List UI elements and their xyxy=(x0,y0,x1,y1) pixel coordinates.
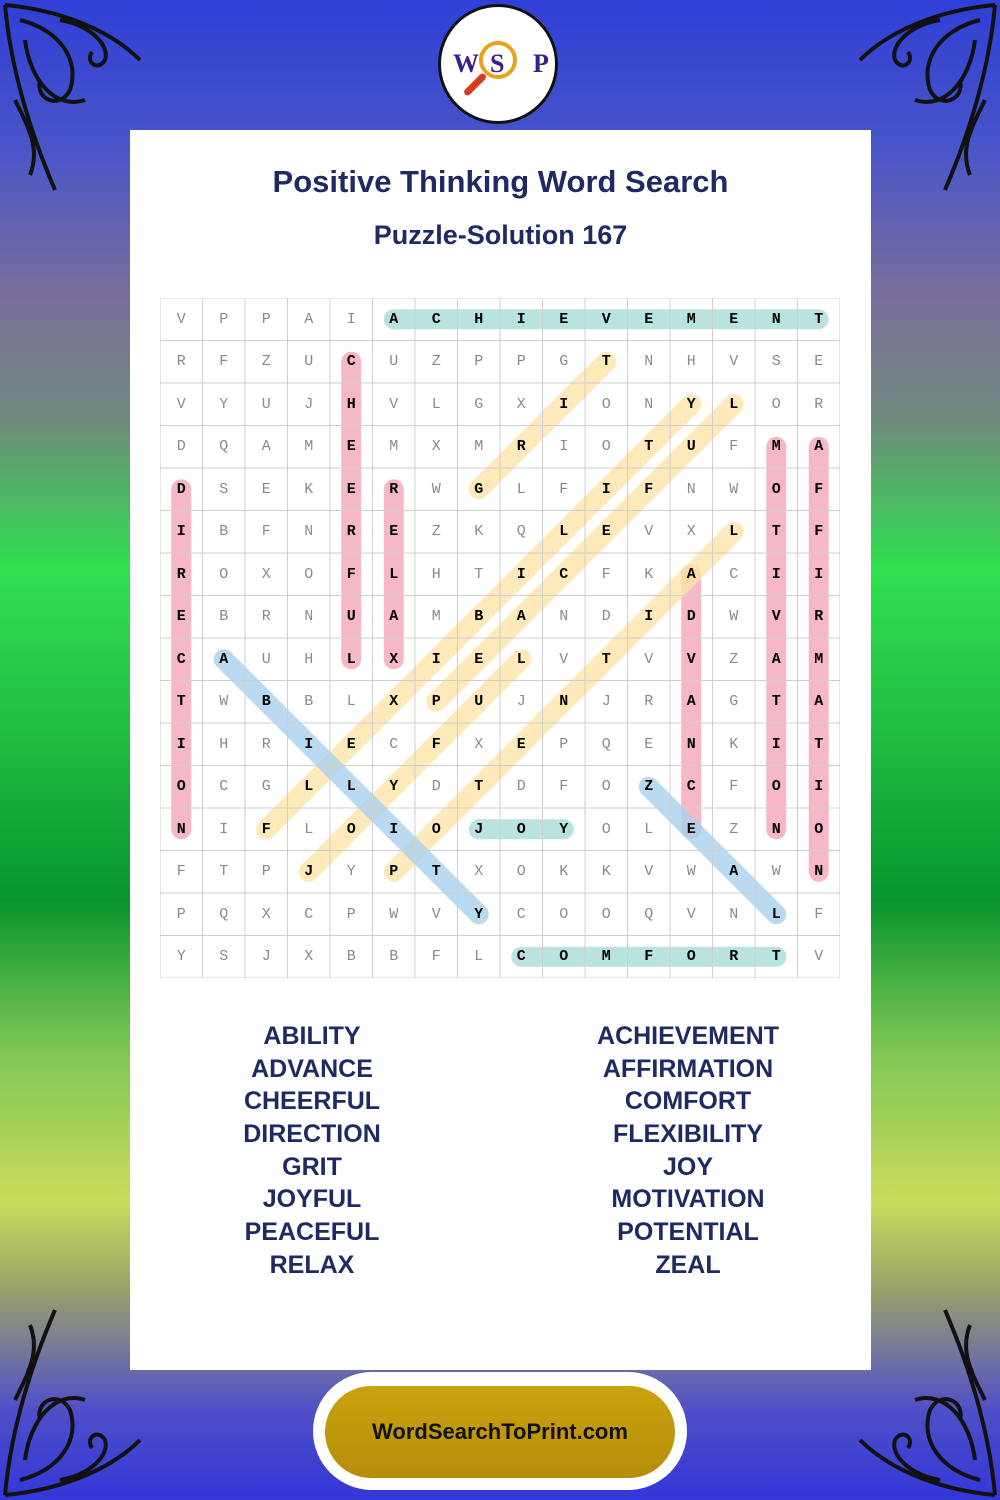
grid-cell[interactable]: I xyxy=(176,523,186,541)
grid-cell[interactable]: O xyxy=(516,820,526,838)
grid-cell[interactable]: J xyxy=(474,820,484,838)
grid-cell[interactable]: O xyxy=(176,778,186,796)
grid-cell[interactable]: I xyxy=(516,310,526,328)
grid-cell[interactable]: H xyxy=(346,395,356,413)
grid-cell[interactable]: P xyxy=(389,863,399,881)
grid-cell[interactable]: E xyxy=(686,820,696,838)
grid-cell[interactable]: F xyxy=(644,480,654,498)
grid-cell[interactable]: U xyxy=(261,395,271,413)
grid-cell[interactable]: R xyxy=(729,948,739,966)
grid-cell[interactable]: L xyxy=(729,395,739,413)
grid-cell[interactable]: X xyxy=(686,523,696,541)
grid-cell[interactable]: F xyxy=(814,480,824,498)
grid-cell[interactable]: U xyxy=(346,608,356,626)
grid-cell[interactable]: W xyxy=(686,863,696,881)
grid-cell[interactable]: O xyxy=(431,820,441,838)
grid-cell[interactable]: Q xyxy=(601,735,611,753)
grid-cell[interactable]: Z xyxy=(729,650,739,668)
site-logo[interactable] xyxy=(438,4,558,124)
grid-cell[interactable]: O xyxy=(601,778,611,796)
grid-cell[interactable]: J xyxy=(304,863,314,881)
grid-cell[interactable]: B xyxy=(389,948,399,966)
ornament-bottom-right xyxy=(850,1300,1000,1500)
grid-cell[interactable]: L xyxy=(346,650,356,668)
grid-cell[interactable]: O xyxy=(304,565,314,583)
grid-cell[interactable]: J xyxy=(516,693,526,711)
grid-cell[interactable]: O xyxy=(601,395,611,413)
grid-cell[interactable]: X xyxy=(431,438,441,456)
grid-cell[interactable]: I xyxy=(644,608,654,626)
grid-cell[interactable]: R xyxy=(176,353,186,371)
grid-cell[interactable]: P xyxy=(261,863,271,881)
grid-cell[interactable]: V xyxy=(729,353,739,371)
grid-cell[interactable]: T xyxy=(771,523,781,541)
grid-cell[interactable]: B xyxy=(474,608,484,626)
grid-cell[interactable]: I xyxy=(346,310,356,328)
grid-cell[interactable]: L xyxy=(474,948,484,966)
grid-cell[interactable]: G xyxy=(474,395,484,413)
grid-cell[interactable]: M xyxy=(431,608,441,626)
grid-cell[interactable]: O xyxy=(814,820,824,838)
word-list-left xyxy=(162,1020,462,1282)
grid-cell[interactable]: M xyxy=(601,948,611,966)
grid-cell[interactable]: C xyxy=(219,778,229,796)
grid-cell[interactable]: M xyxy=(686,310,696,328)
grid-cell[interactable]: P xyxy=(176,905,186,923)
grid-cell[interactable]: A xyxy=(389,608,399,626)
grid-cell[interactable]: Q xyxy=(219,438,229,456)
grid-cell[interactable]: F xyxy=(814,523,824,541)
grid-cell[interactable]: L xyxy=(389,565,399,583)
grid-cell[interactable]: I xyxy=(814,778,824,796)
grid-cell[interactable]: N xyxy=(686,480,696,498)
grid-cell[interactable]: T xyxy=(814,310,824,328)
grid-cell[interactable]: C xyxy=(304,905,314,923)
grid-cell[interactable]: O xyxy=(516,863,526,881)
grid-cell[interactable]: Y xyxy=(686,395,696,413)
grid-cell[interactable]: F xyxy=(219,353,229,371)
grid-cell[interactable]: Z xyxy=(261,353,271,371)
grid-cell[interactable]: P xyxy=(559,735,569,753)
word-list-item: PEACEFUL xyxy=(244,1218,380,1247)
grid-cell[interactable]: L xyxy=(304,820,314,838)
grid-cell[interactable]: L xyxy=(346,778,356,796)
grid-cell[interactable]: P xyxy=(431,693,441,711)
grid-cell[interactable]: K xyxy=(304,480,314,498)
word-list-item: RELAX xyxy=(269,1250,355,1279)
grid-cell[interactable]: O xyxy=(771,395,781,413)
grid-cell[interactable]: N xyxy=(771,310,781,328)
grid-cell[interactable]: J xyxy=(261,948,271,966)
grid-cell[interactable]: T xyxy=(219,863,229,881)
grid-cell[interactable]: Y xyxy=(389,778,399,796)
grid-cell[interactable]: L xyxy=(304,778,314,796)
grid-cell[interactable]: D xyxy=(176,480,186,498)
grid-cell[interactable]: P xyxy=(219,310,229,328)
grid-cell[interactable]: N xyxy=(304,608,314,626)
grid-cell[interactable]: M xyxy=(389,438,399,456)
page-title: Positive Thinking Word Search xyxy=(272,164,729,199)
grid-cell[interactable]: C xyxy=(516,948,526,966)
grid-cell[interactable]: F xyxy=(176,863,186,881)
grid-cell[interactable]: F xyxy=(601,565,611,583)
logo-letter-p: P xyxy=(533,49,549,78)
page-subtitle: Puzzle-Solution 167 xyxy=(373,220,628,250)
grid-cell[interactable]: V xyxy=(686,650,696,668)
grid-cell[interactable]: U xyxy=(389,353,399,371)
grid-cell[interactable]: J xyxy=(304,395,314,413)
grid-cell[interactable]: Z xyxy=(431,353,441,371)
logo-letter-s: S xyxy=(490,49,505,78)
grid-cell[interactable]: F xyxy=(261,523,271,541)
grid-cell[interactable]: J xyxy=(601,693,611,711)
grid-cell[interactable]: S xyxy=(219,948,229,966)
grid-cell[interactable]: O xyxy=(559,905,569,923)
grid-cell[interactable]: E xyxy=(516,735,526,753)
grid-cell[interactable]: E xyxy=(389,523,399,541)
grid-cell[interactable]: O xyxy=(771,778,781,796)
grid-cell[interactable]: R xyxy=(261,735,271,753)
grid-cell[interactable]: N xyxy=(176,820,186,838)
grid-cell[interactable]: E xyxy=(346,480,356,498)
grid-cell[interactable]: G xyxy=(729,693,739,711)
grid-cell[interactable]: A xyxy=(814,438,824,456)
grid-cell[interactable]: A xyxy=(729,863,739,881)
logo-letter-w: W xyxy=(453,49,479,78)
grid-cell[interactable]: T xyxy=(431,863,441,881)
grid-cell[interactable]: B xyxy=(219,523,229,541)
grid-cell[interactable]: V xyxy=(644,650,654,668)
grid-cell[interactable]: I xyxy=(601,480,611,498)
grid-cell[interactable]: E xyxy=(261,480,271,498)
grid-cell[interactable]: Z xyxy=(729,820,739,838)
grid-cell[interactable]: L xyxy=(729,523,739,541)
grid-cell[interactable]: F xyxy=(559,778,569,796)
grid-cell[interactable]: K xyxy=(644,565,654,583)
grid-cell[interactable]: L xyxy=(346,693,356,711)
grid-cell[interactable]: H xyxy=(474,310,484,328)
grid-cell[interactable]: G xyxy=(559,353,569,371)
grid-cell[interactable]: B xyxy=(219,608,229,626)
grid-cell[interactable]: O xyxy=(219,565,229,583)
grid-cell[interactable]: M xyxy=(771,438,781,456)
grid-cell[interactable]: U xyxy=(686,438,696,456)
grid-cell[interactable]: P xyxy=(346,905,356,923)
ornament-bottom-left xyxy=(0,1300,150,1500)
grid-cell[interactable]: I xyxy=(771,735,781,753)
grid-cell[interactable]: T xyxy=(601,353,611,371)
grid-cell[interactable]: U xyxy=(261,650,271,668)
grid-cell[interactable]: I xyxy=(176,735,186,753)
grid-cell[interactable]: X xyxy=(516,395,526,413)
grid-cell[interactable]: A xyxy=(219,650,229,668)
grid-cell[interactable]: V xyxy=(559,650,569,668)
grid-cell[interactable]: H xyxy=(219,735,229,753)
grid-cell[interactable]: T xyxy=(771,693,781,711)
grid-cell[interactable]: S xyxy=(219,480,229,498)
grid-cell[interactable]: F xyxy=(261,820,271,838)
word-list-right xyxy=(538,1020,838,1282)
grid-cell[interactable]: F xyxy=(814,905,824,923)
grid-cell[interactable]: T xyxy=(601,650,611,668)
grid-cell[interactable]: U xyxy=(474,693,484,711)
grid-cell[interactable]: V xyxy=(601,310,611,328)
grid-cell[interactable]: R xyxy=(644,693,654,711)
grid-cell[interactable]: T xyxy=(474,565,484,583)
grid-cell[interactable]: A xyxy=(686,693,696,711)
word-list-item: ADVANCE xyxy=(251,1054,373,1083)
grid-cell[interactable]: A xyxy=(389,310,399,328)
grid-cell[interactable]: V xyxy=(644,863,654,881)
grid-cell[interactable]: X xyxy=(261,565,271,583)
grid-cell[interactable]: M xyxy=(814,650,824,668)
grid-cell[interactable]: D xyxy=(431,778,441,796)
grid-cell[interactable]: E xyxy=(176,608,186,626)
grid-cell[interactable]: A xyxy=(516,608,526,626)
grid-cell[interactable]: W xyxy=(729,608,739,626)
grid-cell[interactable]: T xyxy=(814,735,824,753)
grid-cell[interactable]: V xyxy=(431,905,441,923)
grid-cell[interactable]: X xyxy=(304,948,314,966)
grid-cell[interactable]: V xyxy=(814,948,824,966)
grid-cell[interactable]: P xyxy=(474,353,484,371)
grid-cell[interactable]: L xyxy=(559,523,569,541)
grid-cell[interactable]: O xyxy=(686,948,696,966)
grid-cell[interactable]: H xyxy=(686,353,696,371)
grid-cell[interactable]: G xyxy=(474,480,484,498)
word-list-item: AFFIRMATION xyxy=(602,1054,774,1083)
grid-cell[interactable]: X xyxy=(261,905,271,923)
grid-cell[interactable]: R xyxy=(346,523,356,541)
grid-cell[interactable]: I xyxy=(771,565,781,583)
grid-cell[interactable]: R xyxy=(176,565,186,583)
grid-cell[interactable]: A xyxy=(261,438,271,456)
grid-cell[interactable]: F xyxy=(559,480,569,498)
grid-cell[interactable]: F xyxy=(431,948,441,966)
grid-cell[interactable]: B xyxy=(261,693,271,711)
word-list-item: COMFORT xyxy=(624,1087,752,1116)
grid-cell[interactable]: Q xyxy=(219,905,229,923)
grid-cell[interactable]: B xyxy=(304,693,314,711)
word-list-item: GRIT xyxy=(282,1152,342,1181)
grid-cell[interactable]: E xyxy=(474,650,484,668)
grid-cell[interactable]: E xyxy=(644,735,654,753)
word-list-item: DIRECTION xyxy=(243,1120,381,1149)
grid-cell[interactable]: P xyxy=(261,310,271,328)
grid-cell[interactable]: F xyxy=(729,778,739,796)
grid-cell[interactable]: C xyxy=(346,353,356,371)
grid-cell[interactable]: W xyxy=(729,480,739,498)
grid-cell[interactable]: C xyxy=(516,905,526,923)
word-list-item: ZEAL xyxy=(655,1250,721,1279)
word-list-item: JOY xyxy=(662,1152,714,1181)
grid-cell[interactable]: M xyxy=(304,438,314,456)
grid-cell[interactable]: Y xyxy=(176,948,186,966)
grid-cell[interactable]: R xyxy=(814,608,824,626)
grid-cell[interactable]: T xyxy=(474,778,484,796)
grid-cell[interactable]: F xyxy=(346,565,356,583)
word-search-grid xyxy=(160,298,840,978)
grid-cell[interactable]: K xyxy=(601,863,611,881)
grid-cell[interactable]: Z xyxy=(644,778,654,796)
grid-cell[interactable]: Y xyxy=(474,905,484,923)
grid-cell[interactable]: I xyxy=(219,820,229,838)
grid-cell[interactable]: G xyxy=(261,778,271,796)
grid-cell[interactable]: R xyxy=(261,608,271,626)
grid-cell[interactable]: I xyxy=(559,438,569,456)
grid-cell[interactable]: N xyxy=(559,693,569,711)
grid-cell[interactable]: R xyxy=(516,438,526,456)
grid-cell[interactable]: K xyxy=(729,735,739,753)
grid-cell[interactable]: N xyxy=(729,905,739,923)
grid-cell[interactable]: N xyxy=(814,863,824,881)
grid-cell[interactable]: E xyxy=(814,353,824,371)
grid-cell[interactable]: T xyxy=(644,438,654,456)
grid-cell[interactable]: E xyxy=(644,310,654,328)
ornament-top-right xyxy=(850,0,1000,200)
grid-cell[interactable]: E xyxy=(346,438,356,456)
grid-cell[interactable]: O xyxy=(346,820,356,838)
grid-cell[interactable]: I xyxy=(516,565,526,583)
grid-cell[interactable]: P xyxy=(516,353,526,371)
grid-cell[interactable]: D xyxy=(601,608,611,626)
grid-cell[interactable]: V xyxy=(771,608,781,626)
website-link-button[interactable]: WordSearchToPrint.com xyxy=(325,1386,675,1478)
ornament-top-left xyxy=(0,0,150,200)
grid-cell[interactable]: E xyxy=(601,523,611,541)
word-list-item: CHEERFUL xyxy=(243,1087,381,1116)
grid-cell[interactable]: N xyxy=(686,735,696,753)
grid-cell[interactable]: M xyxy=(474,438,484,456)
grid-cell[interactable]: B xyxy=(346,948,356,966)
grid-cell[interactable]: R xyxy=(389,480,399,498)
grid-cell[interactable]: A xyxy=(814,693,824,711)
grid-cell[interactable]: Q xyxy=(516,523,526,541)
grid-cell[interactable]: N xyxy=(304,523,314,541)
grid-cell[interactable]: W xyxy=(771,863,781,881)
grid-cell[interactable]: O xyxy=(771,480,781,498)
grid-cell[interactable]: H xyxy=(431,565,441,583)
grid-cell[interactable]: W xyxy=(219,693,229,711)
grid-cell[interactable]: I xyxy=(814,565,824,583)
grid-cell[interactable]: V xyxy=(686,905,696,923)
grid-cell[interactable]: L xyxy=(644,820,654,838)
grid-cell[interactable]: D xyxy=(176,438,186,456)
grid-cell[interactable]: I xyxy=(431,650,441,668)
grid-cell[interactable]: E xyxy=(346,735,356,753)
grid-cell[interactable]: X xyxy=(474,735,484,753)
word-list-item: FLEXIBILITY xyxy=(613,1120,763,1149)
word-list-item: JOYFUL xyxy=(262,1185,362,1214)
grid-cell[interactable]: V xyxy=(176,310,186,328)
grid-cell[interactable]: Y xyxy=(346,863,356,881)
grid-cell[interactable]: Q xyxy=(644,905,654,923)
grid-cell[interactable]: X xyxy=(389,650,399,668)
grid-cell[interactable]: N xyxy=(644,395,654,413)
grid-cell[interactable]: R xyxy=(814,395,824,413)
grid-cell[interactable]: X xyxy=(474,863,484,881)
grid-cell[interactable]: N xyxy=(644,353,654,371)
grid-cell[interactable]: W xyxy=(431,480,441,498)
grid-cell[interactable]: H xyxy=(304,650,314,668)
grid-cell[interactable]: D xyxy=(516,778,526,796)
grid-cell[interactable]: C xyxy=(389,735,399,753)
grid-cell[interactable]: C xyxy=(559,565,569,583)
grid-cell[interactable]: O xyxy=(601,820,611,838)
grid-cell[interactable]: O xyxy=(601,905,611,923)
word-list-item: ABILITY xyxy=(263,1022,361,1050)
grid-cell[interactable]: S xyxy=(771,353,781,371)
word-list-item: POTENTIAL xyxy=(617,1218,759,1247)
grid-cell[interactable]: U xyxy=(304,353,314,371)
grid-cell[interactable]: C xyxy=(176,650,186,668)
grid-cell[interactable]: T xyxy=(771,948,781,966)
word-list-item: ACHIEVEMENT xyxy=(597,1022,779,1050)
grid-cell[interactable]: K xyxy=(474,523,484,541)
grid-cell[interactable]: I xyxy=(389,820,399,838)
grid-cell[interactable]: T xyxy=(176,693,186,711)
grid-cell[interactable]: O xyxy=(559,948,569,966)
word-list-item: MOTIVATION xyxy=(611,1185,765,1214)
grid-cell[interactable]: N xyxy=(559,608,569,626)
grid-cell[interactable]: I xyxy=(304,735,314,753)
grid-cell[interactable]: E xyxy=(559,310,569,328)
grid-cell[interactable]: A xyxy=(304,310,314,328)
grid-cell[interactable]: V xyxy=(176,395,186,413)
grid-cell[interactable]: A xyxy=(686,565,696,583)
grid-cell[interactable]: Y xyxy=(219,395,229,413)
grid-cell[interactable]: I xyxy=(559,395,569,413)
grid-cell[interactable]: C xyxy=(431,310,441,328)
grid-cell[interactable]: Y xyxy=(559,820,569,838)
grid-cell[interactable]: V xyxy=(644,523,654,541)
grid-cell[interactable]: L xyxy=(771,905,781,923)
grid-cell[interactable]: F xyxy=(644,948,654,966)
grid-cell[interactable]: F xyxy=(431,735,441,753)
grid-cell[interactable]: N xyxy=(771,820,781,838)
grid-cell[interactable]: C xyxy=(686,778,696,796)
grid-cell[interactable]: K xyxy=(559,863,569,881)
grid-cell[interactable]: V xyxy=(389,395,399,413)
grid-cell[interactable]: Z xyxy=(431,523,441,541)
grid-cell[interactable]: L xyxy=(516,480,526,498)
grid-cell[interactable]: W xyxy=(389,905,399,923)
grid-cell[interactable]: X xyxy=(389,693,399,711)
grid-cell[interactable]: C xyxy=(729,565,739,583)
grid-cell[interactable]: L xyxy=(516,650,526,668)
grid-cell[interactable]: E xyxy=(729,310,739,328)
grid-cell[interactable]: D xyxy=(686,608,696,626)
grid-cell[interactable]: L xyxy=(431,395,441,413)
grid-cell[interactable]: F xyxy=(729,438,739,456)
grid-cell[interactable]: A xyxy=(771,650,781,668)
grid-cell[interactable]: O xyxy=(601,438,611,456)
